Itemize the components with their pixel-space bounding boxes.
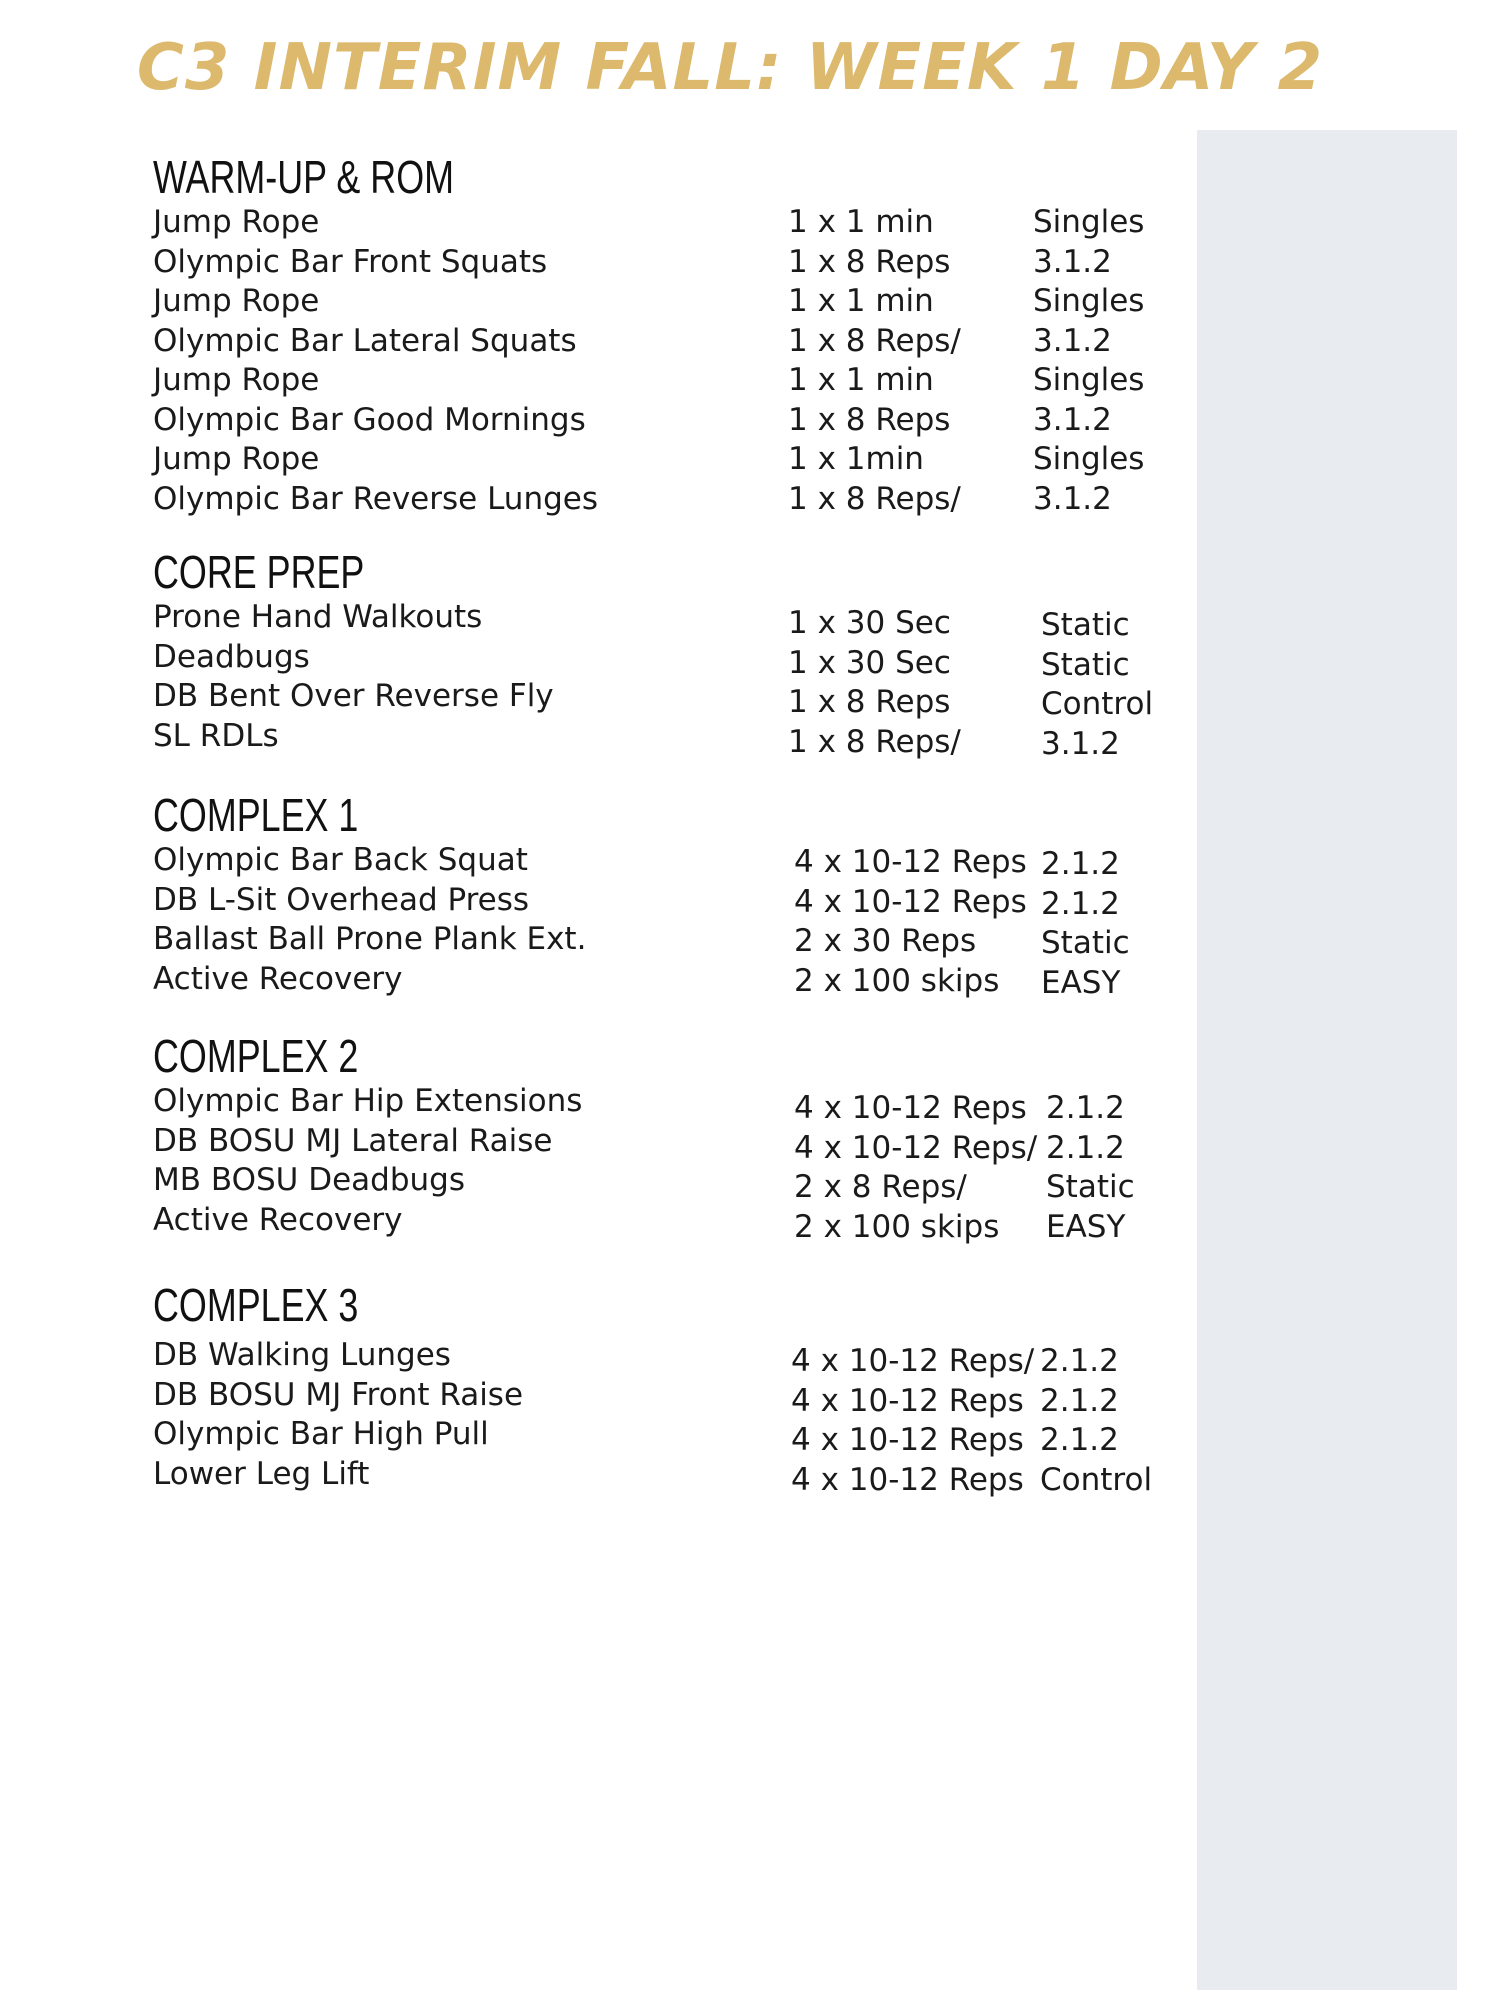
exercise-name: DB BOSU MJ Front Raise [153,1376,524,1413]
exercise-name: Olympic Bar Good Mornings [153,401,586,438]
exercise-tempo: 2.1.2 [1046,1129,1125,1166]
exercise-sets: 1 x 8 Reps [788,684,951,720]
exercise-tempo: 3.1.2 [1033,322,1112,359]
exercise-row [153,960,1173,1000]
exercise-row [153,920,1173,960]
exercise-tempo: Static [1041,646,1130,683]
exercise-tempo: EASY [1041,964,1121,1001]
exercise-name: MB BOSU Deadbugs [153,1162,465,1198]
exercise-sets: 4 x 10-12 Reps [791,1382,1024,1419]
exercise-row [153,1201,1173,1245]
section-complex-1 [153,791,1173,999]
exercise-name: Olympic Bar Reverse Lunges [153,480,598,517]
exercise-name: Jump Rope [153,204,320,240]
exercise-name: Prone Hand Walkouts [153,599,483,635]
exercise-name: Jump Rope [153,283,320,319]
exercise-row [153,598,1173,643]
exercise-tempo: EASY [1046,1208,1126,1245]
exercise-tempo: Singles [1033,283,1145,319]
exercise-row [153,322,1173,362]
exercise-sets: 2 x 100 skips [794,962,1000,999]
exercise-sets: 1 x 8 Reps/ [788,723,961,760]
exercise-name: Jump Rope [153,362,320,398]
exercise-sets: 1 x 30 Sec [788,644,951,681]
exercise-tempo: Static [1041,607,1130,643]
exercise-sets: 1 x 1 min [788,283,934,319]
exercise-row [153,282,1173,322]
exercise-row [153,1336,1173,1379]
exercise-tempo: 2.1.2 [1046,1090,1125,1126]
exercise-sets: 4 x 10-12 Reps [791,1461,1024,1498]
exercise-row [153,1415,1173,1458]
exercise-name: Deadbugs [153,638,310,675]
exercise-sets: 1 x 8 Reps/ [788,480,961,517]
exercise-name: DB L-Sit Overhead Press [153,881,530,918]
exercise-name: Olympic Bar Front Squats [153,243,548,280]
exercise-tempo: 3.1.2 [1033,480,1112,517]
section-warmup-rom [153,153,1173,519]
exercise-name: Lower Leg Lift [153,1455,370,1492]
exercise-sets: 1 x 1 min [788,362,934,398]
exercise-row [153,480,1173,520]
section-heading: WARM-UP & ROM [153,151,454,203]
section-heading: COMPLEX 3 [153,1279,359,1331]
exercise-name: Ballast Ball Prone Plank Ext. [153,921,587,957]
side-panel [1197,130,1457,1990]
section-heading: COMPLEX 2 [153,1030,359,1082]
exercise-tempo: 2.1.2 [1040,1382,1119,1419]
exercise-sets: 4 x 10-12 Reps/ [791,1343,1035,1379]
exercise-row [153,361,1173,401]
section-complex-2 [153,1030,1173,1245]
exercise-sets: 1 x 30 Sec [788,605,951,641]
exercise-name: DB Walking Lunges [153,1337,451,1373]
exercise-tempo: 2.1.2 [1041,846,1120,882]
page-title: C3 INTERIM FALL: WEEK 1 DAY 2 [136,31,1324,105]
exercise-row [153,440,1173,480]
exercise-row [153,1082,1173,1126]
exercise-row [153,243,1173,283]
exercise-name: DB Bent Over Reverse Fly [153,678,554,714]
exercise-tempo: Singles [1033,441,1145,477]
exercise-sets: 4 x 10-12 Reps/ [794,1129,1038,1166]
exercise-tempo: 2.1.2 [1040,1422,1119,1458]
exercise-tempo: Singles [1033,362,1145,398]
section-core-prep [153,546,1173,762]
exercise-row [153,638,1173,683]
section-heading: CORE PREP [153,546,365,598]
exercise-name: Jump Rope [153,441,320,477]
exercise-row [153,841,1173,881]
exercise-tempo: Static [1041,925,1130,961]
exercise-sets: 1 x 1 min [788,204,934,240]
exercise-row [153,1122,1173,1166]
section-complex-3 [153,1279,1173,1498]
exercise-tempo: 3.1.2 [1033,243,1112,280]
exercise-tempo: 2.1.2 [1041,885,1120,922]
exercise-row [153,203,1173,243]
exercise-tempo: Control [1041,686,1154,722]
exercise-sets: 2 x 100 skips [794,1208,1000,1245]
exercise-row [153,1455,1173,1498]
exercise-tempo: 3.1.2 [1033,401,1112,438]
section-heading: COMPLEX 1 [153,789,359,841]
exercise-name: Olympic Bar High Pull [153,1416,489,1452]
exercise-name: Active Recovery [153,1201,403,1238]
exercise-sets: 4 x 10-12 Reps [794,883,1027,920]
exercise-name: DB BOSU MJ Lateral Raise [153,1122,553,1159]
exercise-row [153,881,1173,921]
exercise-sets: 2 x 30 Reps [794,923,977,959]
exercise-name: Olympic Bar Back Squat [153,842,528,878]
exercise-sets: 4 x 10-12 Reps [791,1422,1024,1458]
exercise-sets: 1 x 8 Reps/ [788,322,961,359]
exercise-tempo: 2.1.2 [1040,1343,1119,1379]
exercise-sets: 1 x 8 Reps [788,401,951,438]
exercise-name: Active Recovery [153,960,403,997]
exercise-sets: 4 x 10-12 Reps [794,844,1027,880]
exercise-row [153,401,1173,441]
exercise-name: SL RDLs [153,717,279,754]
exercise-sets: 4 x 10-12 Reps [794,1090,1027,1126]
exercise-sets: 1 x 8 Reps [788,243,951,280]
exercise-sets: 1 x 1min [788,441,924,477]
exercise-row [153,717,1173,762]
exercise-name: Olympic Bar Hip Extensions [153,1083,583,1119]
exercise-tempo: 3.1.2 [1041,725,1120,762]
exercise-tempo: Singles [1033,204,1145,240]
exercise-sets: 2 x 8 Reps/ [794,1169,967,1205]
exercise-row [153,677,1173,722]
exercise-tempo: Static [1046,1169,1135,1205]
exercise-row [153,1376,1173,1419]
exercise-tempo: Control [1040,1461,1153,1498]
exercise-row [153,1161,1173,1205]
exercise-name: Olympic Bar Lateral Squats [153,322,577,359]
